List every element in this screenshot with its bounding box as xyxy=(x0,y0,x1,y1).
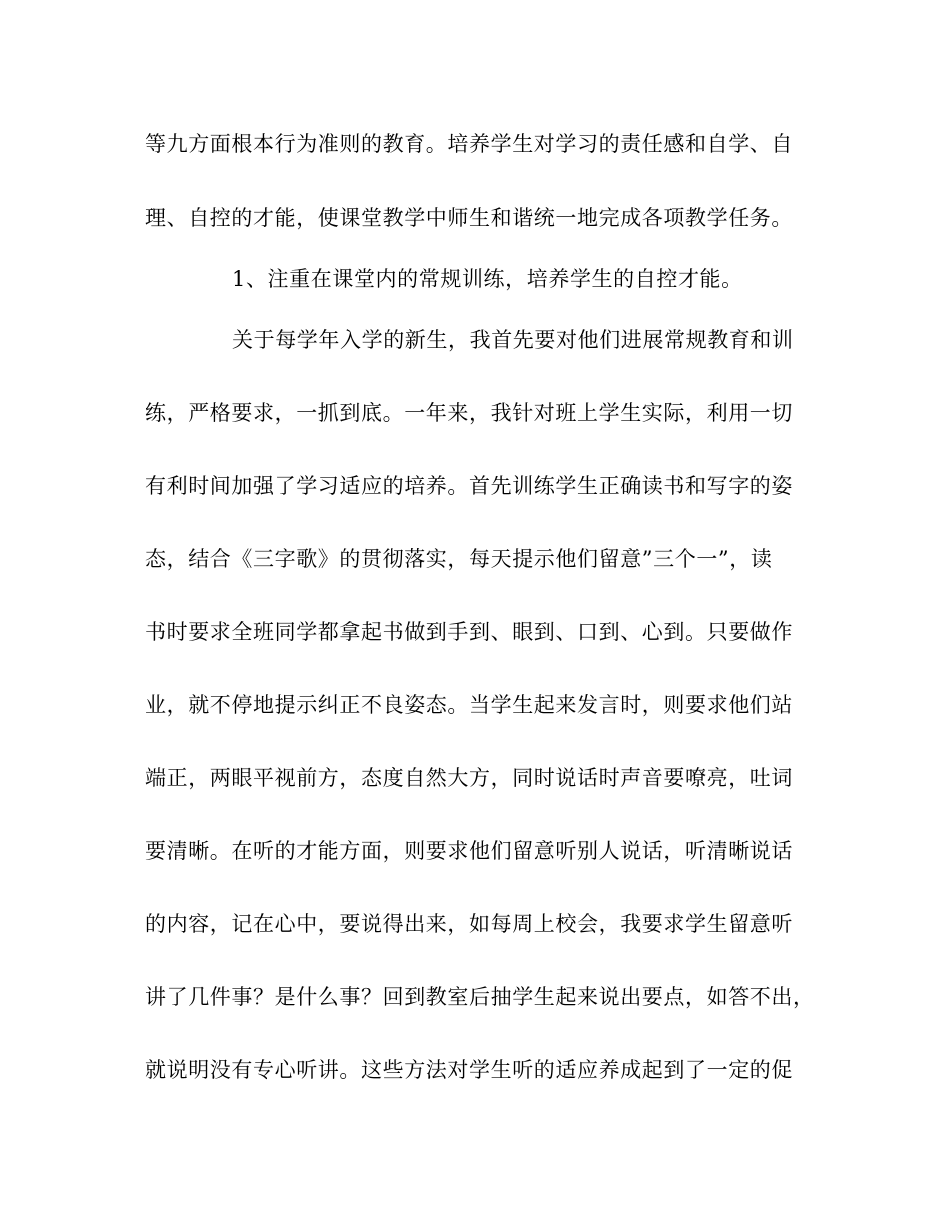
text-line-6: 有利时间加强了学习适应的培养。首先训练学生正确读书和写字的姿 xyxy=(145,474,793,498)
text-line-7: 态，结合《三字歌》的贯彻落实，每天提示他们留意”三个一”，读 xyxy=(145,547,773,571)
text-line-5: 练，严格要求，一抓到底。一年来，我针对班上学生实际，利用一切 xyxy=(145,401,793,425)
text-line-2: 理、自控的才能，使课堂教学中师生和谐统一地完成各项教学任务。 xyxy=(145,206,793,230)
paragraph-first-line: 关于每学年入学的新生，我首先要对他们进展常规教育和训 xyxy=(232,328,794,352)
text-line-10: 端正，两眼平视前方，态度自然大方，同时说话时声音要嘹亮，吐词 xyxy=(145,766,793,790)
text-line-14: 就说明没有专心听讲。这些方法对学生听的适应养成起到了一定的促 xyxy=(145,1058,793,1082)
text-line-9: 业，就不停地提示纠正不良姿态。当学生起来发言时，则要求他们站 xyxy=(145,693,793,717)
text-line-13: 讲了几件事？是什么事？回到教室后抽学生起来说出要点，如答不出， xyxy=(145,985,815,1009)
heading-line: 1、注重在课堂内的常规训练，培养学生的自控才能。 xyxy=(232,267,743,291)
text-line-8: 书时要求全班同学都拿起书做到手到、眼到、口到、心到。只要做作 xyxy=(145,620,793,644)
text-line-11: 要清晰。在听的才能方面，则要求他们留意听别人说话，听清晰说话 xyxy=(145,839,793,863)
text-line-12: 的内容，记在心中，要说得出来，如每周上校会，我要求学生留意听 xyxy=(145,912,793,936)
text-line-1: 等九方面根本行为准则的教育。培养学生对学习的责任感和自学、自 xyxy=(145,132,793,156)
